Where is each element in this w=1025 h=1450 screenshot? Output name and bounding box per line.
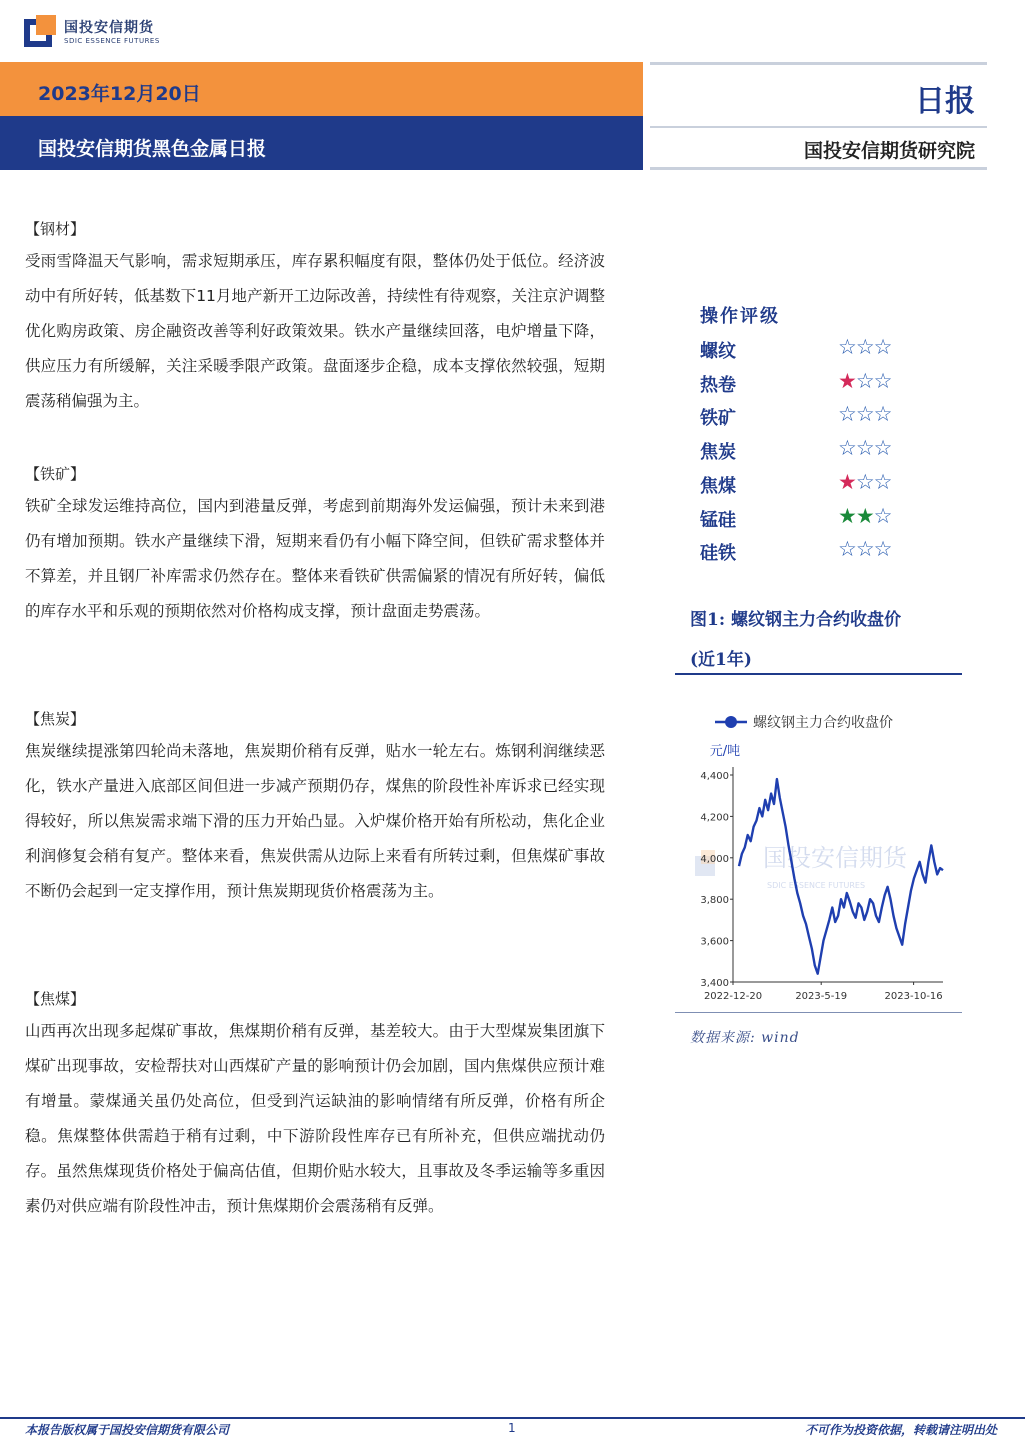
rating-row bbox=[700, 404, 930, 434]
star-outline-icon: ☆ bbox=[873, 335, 892, 359]
legend-marker bbox=[725, 716, 737, 728]
section-text-coking-coal: 山西再次出现多起煤矿事故，焦煤期价稍有反弹，基差较大。由于大型煤炭集团旗下煤矿出现事故，安检帮扶对山西煤矿产量的影响预计仍会加剧，国内焦煤供应预计难有增量。蒙煤通关虽仍处高位，但受到汽运缺油的影响情绪有所反弹，价格有所企稳。焦煤整体供需趋于稍有过剩，中下游阶段性库存已有所补充，但供应端扰动仍存。虽然焦煤现货价格处于偏高估值，但期价贴水较大，且事故及冬季运输等多重因素仍对供应端有阶段性冲击，预计焦煤期价会震荡稍有反弹。 bbox=[25, 1022, 605, 1215]
copyright-notice: 本报告版权属于国投安信期货有限公司 bbox=[25, 1423, 230, 1437]
rating-stars bbox=[838, 537, 891, 561]
institute-name: 国投安信期货研究院 bbox=[803, 140, 975, 162]
star-outline-icon: ☆ bbox=[838, 335, 856, 359]
figure-caption-line2: (近1年) bbox=[690, 650, 752, 670]
section-heading-coking-coal: 【焦煤】 bbox=[25, 990, 86, 1008]
divider bbox=[650, 126, 987, 128]
rating-name: 铁矿 bbox=[700, 408, 736, 430]
rating-row bbox=[700, 539, 930, 569]
star-outline-icon: ☆ bbox=[873, 436, 892, 461]
rating-row bbox=[700, 438, 930, 468]
y-tick-label: 3,800 bbox=[700, 895, 729, 907]
watermark bbox=[695, 844, 909, 890]
figure-caption bbox=[690, 600, 960, 680]
logo-text: 国投安信期货 bbox=[64, 20, 154, 36]
rating-row bbox=[700, 368, 930, 401]
watermark-subtext: SDIC ESSENCE FUTURES bbox=[767, 881, 866, 890]
section-text-iron-ore: 铁矿全球发运维持高位，国内到港量反弹，考虑到前期海外发运偏强，预计未来到港仍有增加预期。铁水产量继续下滑，短期来看仍有小幅下降空间，但铁矿需求整体并不算差，并且钢厂补库需求仍然存在。整体来看铁矿供需偏紧的情况有所好转，偏低的库存水平和乐观的预期依然对价格构成支撑，预计盘面走势震荡。 bbox=[25, 497, 605, 620]
rating-name: 锰硅 bbox=[700, 509, 736, 531]
rating-title: 操作评级 bbox=[700, 306, 780, 327]
star-outline-icon: ☆ bbox=[838, 436, 856, 461]
star-filled-icon: ★ bbox=[838, 368, 856, 393]
star-outline-icon: ☆ bbox=[855, 368, 874, 393]
star-outline-icon: ☆ bbox=[855, 469, 874, 494]
star-filled-icon: ★ bbox=[838, 503, 856, 528]
report-date: 2023年12月20日 bbox=[38, 83, 201, 105]
rating-stars bbox=[838, 402, 891, 426]
watermark-text: 国投安信期货 bbox=[763, 844, 907, 872]
y-tick-label: 4,200 bbox=[700, 812, 729, 824]
divider bbox=[650, 167, 987, 170]
star-outline-icon: ☆ bbox=[855, 402, 874, 427]
daily-label: 日报 bbox=[915, 84, 975, 119]
logo-subtext: SDIC ESSENCE FUTURES bbox=[64, 37, 160, 45]
rebar-price-chart bbox=[675, 678, 962, 1010]
rating-name: 硅铁 bbox=[700, 543, 736, 565]
rating-stars bbox=[838, 470, 891, 494]
star-outline-icon: ☆ bbox=[855, 537, 874, 562]
page-number: 1 bbox=[508, 1421, 516, 1435]
section-heading-steel: 【钢材】 bbox=[25, 220, 86, 238]
rating-name: 螺纹 bbox=[700, 341, 736, 362]
rating-stars bbox=[838, 504, 891, 528]
x-tick-label: 2023-5-19 bbox=[795, 991, 848, 1002]
star-outline-icon: ☆ bbox=[855, 335, 874, 359]
figure-rule bbox=[675, 673, 962, 675]
rating-stars bbox=[838, 436, 891, 460]
rating-name: 焦煤 bbox=[700, 475, 736, 497]
star-outline-icon: ☆ bbox=[855, 436, 874, 461]
rating-name: 焦炭 bbox=[700, 442, 736, 464]
y-tick-label: 4,400 bbox=[700, 771, 729, 782]
divider bbox=[650, 62, 987, 65]
series-line bbox=[739, 779, 943, 974]
y-tick-label: 3,400 bbox=[700, 978, 729, 989]
star-filled-icon: ★ bbox=[838, 469, 856, 494]
star-outline-icon: ☆ bbox=[873, 469, 892, 494]
data-source: 数据来源: wind bbox=[690, 1030, 800, 1046]
star-outline-icon: ☆ bbox=[838, 402, 856, 427]
y-axis-label: 元/吨 bbox=[709, 744, 741, 759]
rating-row bbox=[700, 337, 930, 367]
star-filled-icon: ★ bbox=[855, 503, 874, 528]
disclaimer: 不可作为投资依据，转载请注明出处 bbox=[804, 1423, 997, 1437]
star-outline-icon: ☆ bbox=[873, 402, 892, 427]
footer-rule bbox=[0, 1417, 1025, 1419]
legend-label: 螺纹钢主力合约收盘价 bbox=[753, 715, 893, 731]
section-heading-iron-ore: 【铁矿】 bbox=[25, 465, 86, 483]
y-tick-label: 4,000 bbox=[700, 853, 729, 865]
rating-row bbox=[700, 469, 930, 502]
section-text-coke: 焦炭继续提涨第四轮尚未落地，焦炭期价稍有反弹，贴水一轮左右。炼钢利润继续恶化，铁水产量进入底部区间但进一步减产预期仍存，煤焦的阶段性补库诉求已经实现得较好，所以焦炭需求端下滑的压力开始凸显。入炉煤价格开始有所松动，焦化企业利润修复会稍有复产。整体来看，焦炭供需从边际上来看有所转过剩，但焦煤矿事故不断仍会起到一定支撑作用，预计焦炭期现货价格震荡为主。 bbox=[25, 742, 605, 900]
rating-stars bbox=[838, 335, 891, 359]
rating-name: 热卷 bbox=[700, 374, 736, 396]
section-text-steel: 受雨雪降温天气影响，需求短期承压，库存累积幅度有限，整体仍处于低位。经济波动中有所好转，低基数下11月地产新开工边际改善，持续性有待观察，关注京沪调整优化购房政策、房企融资改善等利好政策效果。铁水产量继续回落，电炉增量下降，供应压力有所缓解，关注采暖季限产政策。盘面逐步企稳，成本支撑依然较强，短期震荡稍偏强为主。 bbox=[25, 252, 605, 410]
figure-caption-line1: 图1: 螺纹钢主力合约收盘价 bbox=[690, 610, 902, 630]
rating-stars bbox=[838, 369, 891, 393]
star-outline-icon: ☆ bbox=[838, 537, 856, 562]
figure-rule bbox=[675, 1012, 962, 1013]
report-title: 国投安信期货黑色金属日报 bbox=[38, 138, 267, 160]
y-tick-label: 3,600 bbox=[700, 936, 729, 948]
x-tick-label: 2022-12-20 bbox=[703, 991, 763, 1002]
rating-row bbox=[700, 503, 930, 536]
section-heading-coke: 【焦炭】 bbox=[25, 710, 86, 728]
star-outline-icon: ☆ bbox=[873, 537, 892, 562]
x-tick-label: 2023-10-16 bbox=[884, 991, 943, 1002]
company-logo-icon bbox=[24, 15, 56, 47]
star-outline-icon: ☆ bbox=[873, 368, 892, 393]
star-outline-icon: ☆ bbox=[873, 503, 892, 528]
